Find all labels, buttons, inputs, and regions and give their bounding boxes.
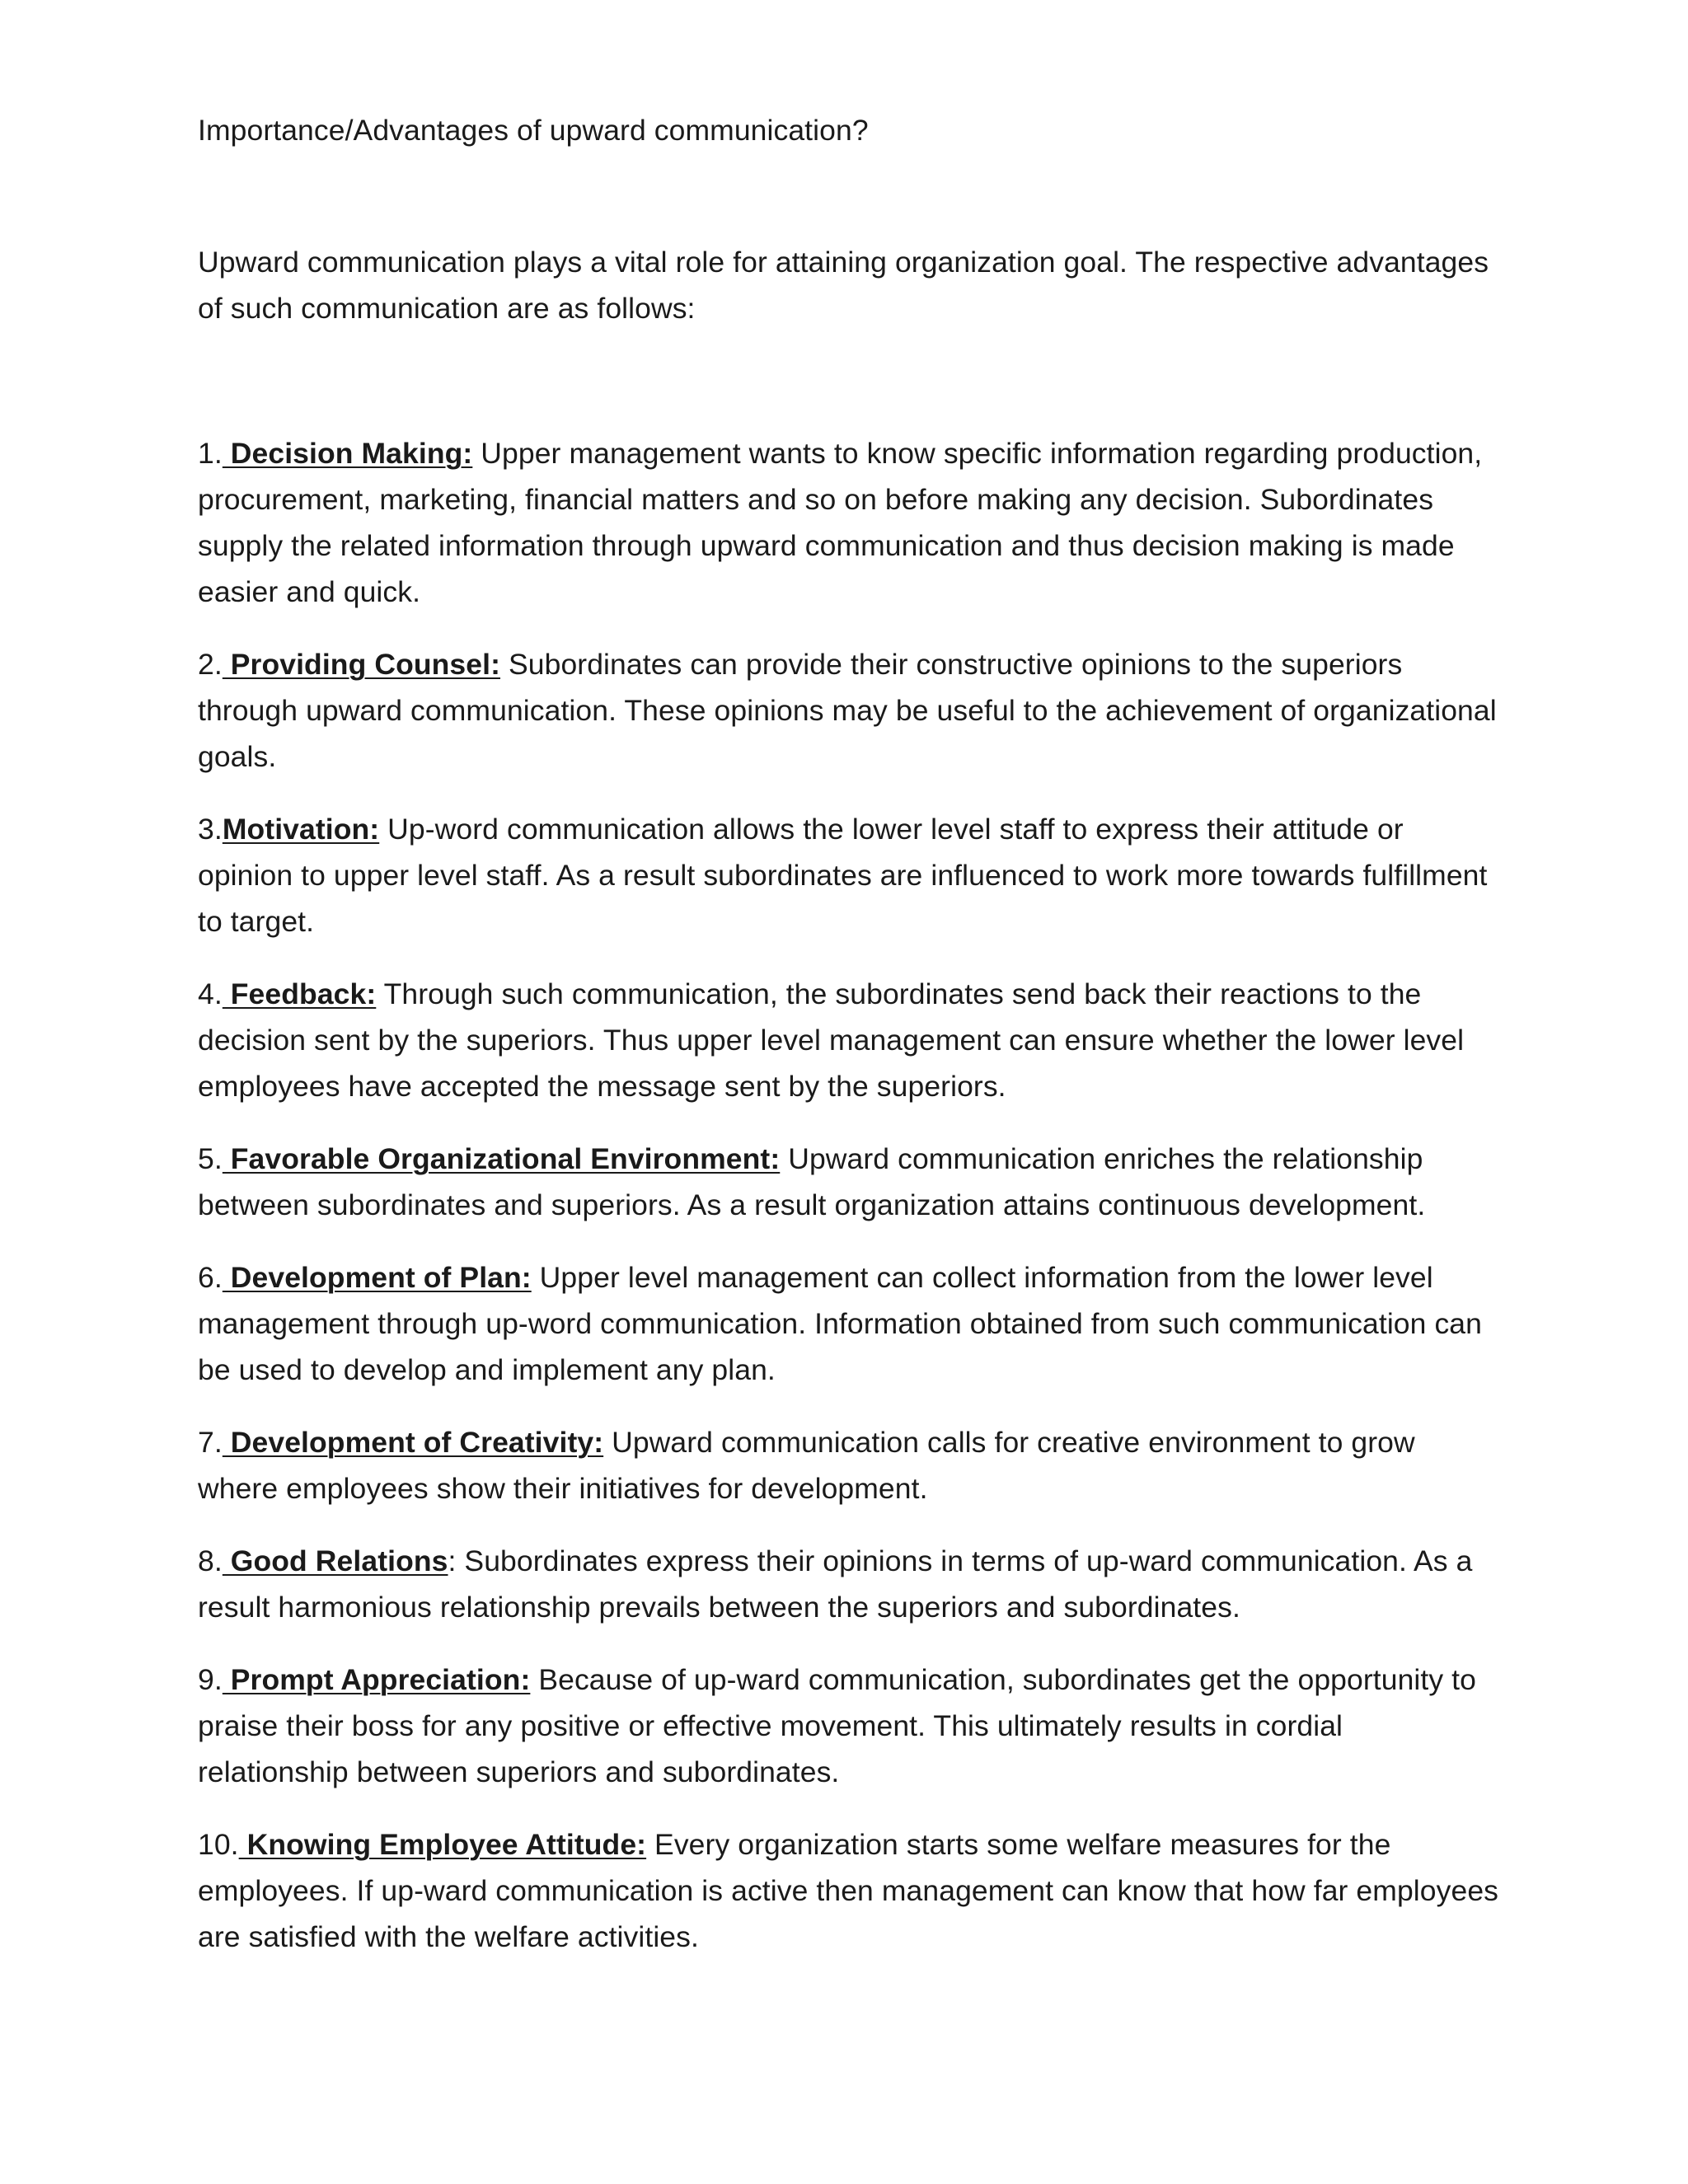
item-heading: Prompt Appreciation:: [222, 1663, 531, 1696]
item-text: Upper management wants to know specific information regarding production, procurement, marketing, financial matters and so on before making any decision. Subordinates supply the related information through upward communication and thus decision making is made easier and quick.: [198, 437, 1483, 608]
item-text: Every organization starts some welfare measures for the employees. If up-ward communication is active then management can know that how far employees are satisfied with the welfare activities.: [198, 1828, 1499, 1953]
list-item: [198, 806, 1500, 944]
list-item: [198, 1538, 1500, 1630]
item-number: 9.: [198, 1663, 223, 1696]
item-number: 1.: [198, 437, 223, 470]
item-heading: Providing Counsel:: [222, 648, 501, 681]
list-item: [198, 641, 1500, 780]
list-item: [198, 1657, 1500, 1795]
item-number: 6.: [198, 1261, 223, 1294]
item-text: : Subordinates express their opinions in terms of up-ward communication. As a result harmonious relationship prevails between the superiors and subordinates.: [198, 1544, 1473, 1624]
item-text: Subordinates can provide their constructive opinions to the superiors through upward communication. These opinions may be useful to the achievement of organizational goals.: [198, 648, 1497, 773]
item-text: Through such communication, the subordinates send back their reactions to the decision sent by the superiors. Thus upper level management can ensure whether the lower level employees have accepted the message sent by the superiors.: [198, 977, 1465, 1103]
item-number: 4.: [198, 977, 223, 1010]
list-item: [198, 430, 1500, 615]
item-number: 5.: [198, 1142, 223, 1175]
item-number: 2.: [198, 648, 223, 681]
list-item: [198, 1136, 1500, 1228]
item-text: Upward communication calls for creative environment to grow where employees show their initiatives for development.: [198, 1426, 1415, 1505]
item-heading: Development of Plan:: [222, 1261, 532, 1294]
item-number: 10.: [198, 1828, 239, 1861]
item-heading: Knowing Employee Attitude:: [238, 1828, 647, 1861]
advantages-list: [198, 430, 1500, 1960]
item-number: 7.: [198, 1426, 223, 1459]
item-heading: Feedback:: [222, 977, 377, 1010]
list-item: [198, 1254, 1500, 1393]
item-heading: Development of Creativity:: [222, 1426, 604, 1459]
item-heading: Decision Making:: [222, 437, 473, 470]
item-text: Upper level management can collect information from the lower level management through up-word communication. Information obtained from such communication can be used to develop and implement any plan.: [198, 1261, 1482, 1386]
item-heading: Motivation:: [222, 813, 380, 846]
list-item: [198, 971, 1500, 1109]
item-heading: Favorable Organizational Environment:: [222, 1142, 781, 1175]
item-number: 8.: [198, 1544, 223, 1577]
document-title: Importance/Advantages of upward communication?: [198, 114, 869, 147]
item-text: Up-word communication allows the lower level staff to express their attitude or opinion to upper level staff. As a result subordinates are influenced to work more towards fulfillment to target.: [198, 813, 1488, 938]
item-heading: Good Relations: [222, 1544, 448, 1577]
item-number: 3.: [198, 813, 223, 846]
list-item: [198, 1419, 1500, 1511]
item-text: Because of up-ward communication, subordinates get the opportunity to praise their boss for any positive or effective movement. This ultimately results in cordial relationship between superiors and subordinates.: [198, 1663, 1476, 1788]
item-text: Upward communication enriches the relationship between subordinates and superiors. As a result organization attains continuous development.: [198, 1142, 1426, 1221]
document-body: [198, 107, 1500, 1986]
list-item: [198, 1821, 1500, 1960]
intro-paragraph: Upward communication plays a vital role for attaining organization goal. The respective advantages of such communication are as follows:: [198, 246, 1489, 325]
